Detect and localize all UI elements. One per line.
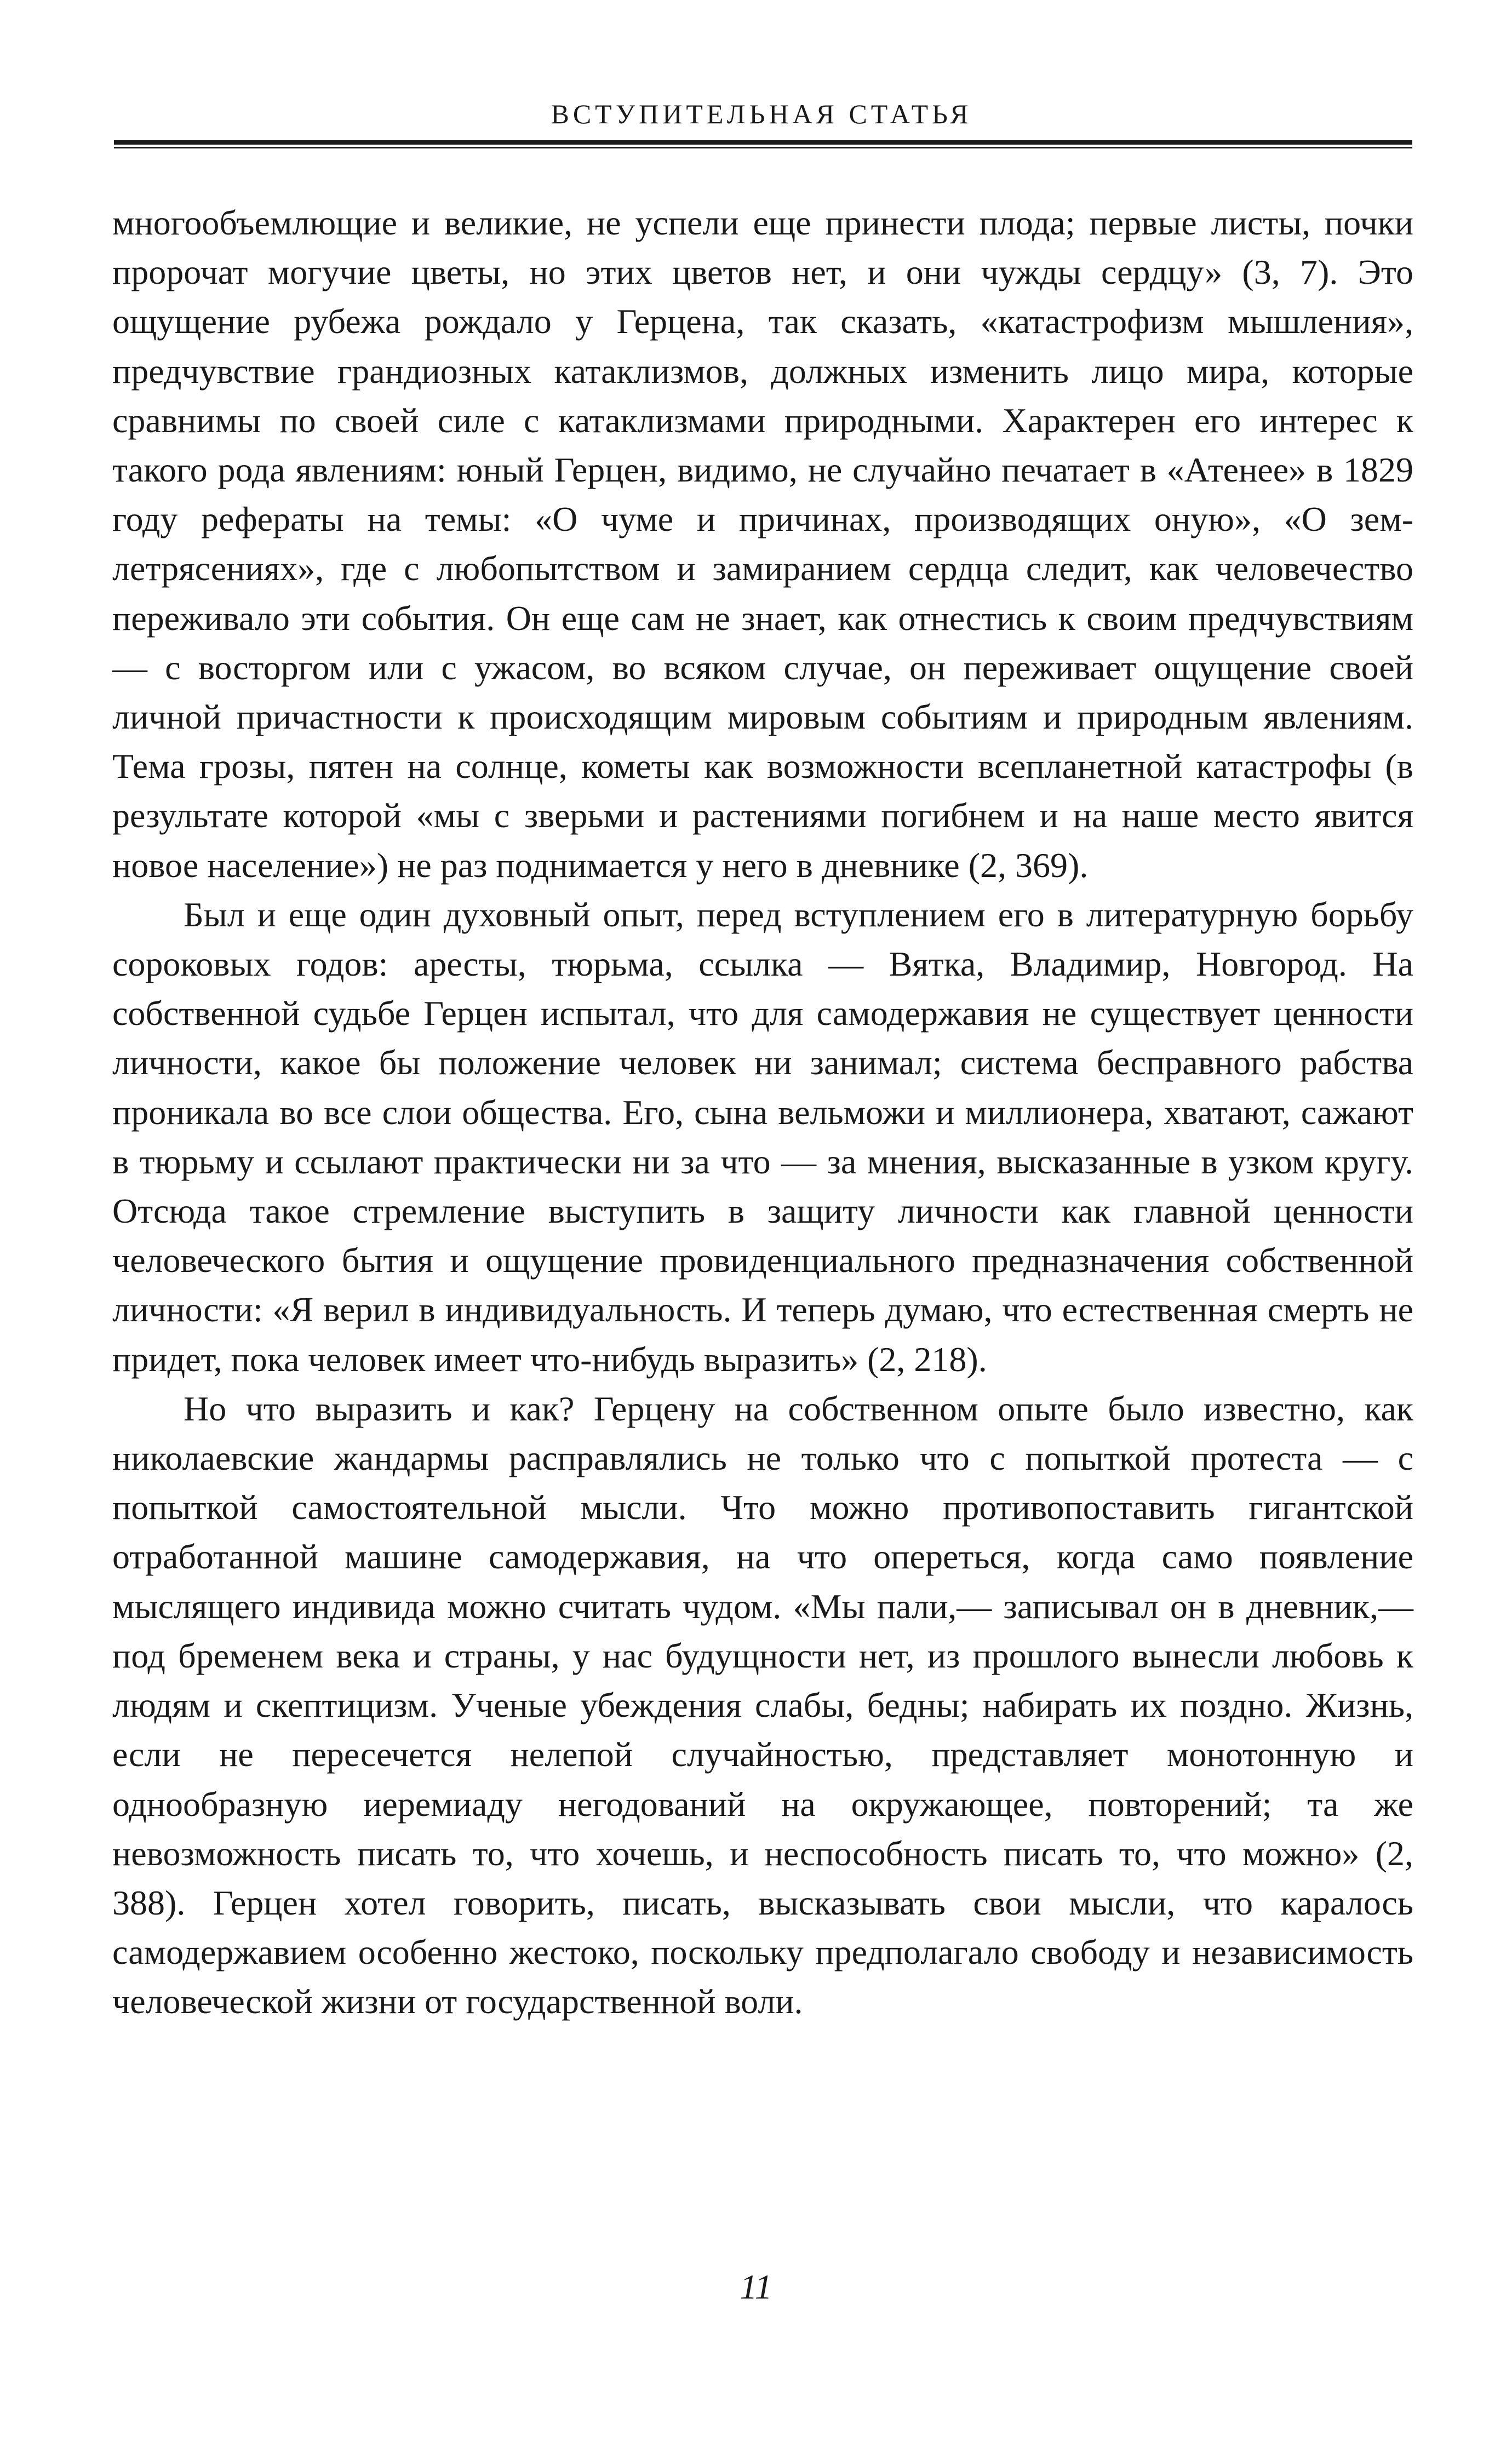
body-text [112, 198, 1413, 2027]
page-number: 11 [740, 2267, 772, 2306]
paragraph-3: Но что выразить и как? Герцену на собственном опыте было известно, как николаевские жандармы расправлялись не только что с попыткой протеста — с попыткой самостоятельной мысли. Что можно противопоставить гигантской отработанной машине самодержавия, на что опереться, когда само появление мыслящего индивида можно считать чудом. «Мы пали,— записывал он в дневник,— под бременем века и страны, у нас будущности нет, из прошлого вынесли любовь к людям и скептицизм. Ученые убеждения слабы, бедны; набирать их поздно. Жизнь, если не пересечется нелепой случайностью, представляет монотонную и однообразную иеремиаду негодований на окружающее, повторений; та же невозможность писать то, что хочешь, и неспособность писать то, что можно» (2, 388). Герцен хотел говорить, писать, высказывать свои мысли, что каралось самодержавием особенно жестоко, поскольку предполагало свободу и независимость человеческой жизни от государственной воли. [112, 1389, 1413, 2021]
paragraph-2: Был и еще один духовный опыт, перед вступлением его в литературную борьбу сороковых годов: аресты, тюрьма, ссылка — Вятка, Владимир, Новгород. На собственной судьбе Герцен испытал, что для самодержавия не существует ценности личности, какое бы положение человек ни занимал; система бесправного рабства проникала во все слои общества. Его, сына вельможи и миллионера, хватают, сажают в тюрьму и ссылают практически ни за что — за мнения, высказанные в узком кругу. Отсюда такое стремление выступить в защиту личности как главной ценности человеческого бытия и ощущение провиденциального предназначения собственной личности: «Я верил в индивидуальность. И теперь думаю, что естественная смерть не придет, пока человек имеет что-нибудь выразить» (2, 218). [112, 895, 1413, 1379]
running-head: ВСТУПИТЕЛЬНАЯ СТАТЬЯ [551, 99, 972, 129]
header-rule [114, 140, 1412, 148]
paragraph-1: многообъемлющие и великие, не успели еще принести плода; первые листы, почки пророчат могучие цветы, но этих цветов нет, и они чужды сердцу» (3, 7). Это ощущение рубежа рождало у Герцена, так сказать, «катастрофизм мышления», предчувствие грандиозных катаклизмов, должных изменить лицо мира, которые сравнимы по своей силе с катаклизмами природными. Характерен его интерес к такого рода явлениям: юный Герцен, видимо, не случайно печатает в «Атенее» в 1829 году рефераты на темы: «О чуме и причинах, производящих оную», «О землетрясениях», где с любопытством и замиранием сердца следит, как человечество переживало эти события. Он еще сам не знает, как отнестись к своим предчувствиям — с восторгом или с ужасом, во всяком случае, он переживает ощущение своей личной причастности к происходящим мировым событиям и природным явлениям. Тема грозы, пятен на солнце, кометы как возможности всепланетной катастрофы (в результате которой «мы с зверьми и растениями погибнем и на наше место явится новое население») не раз поднимается у него в дневнике (2, 369). [112, 203, 1413, 885]
